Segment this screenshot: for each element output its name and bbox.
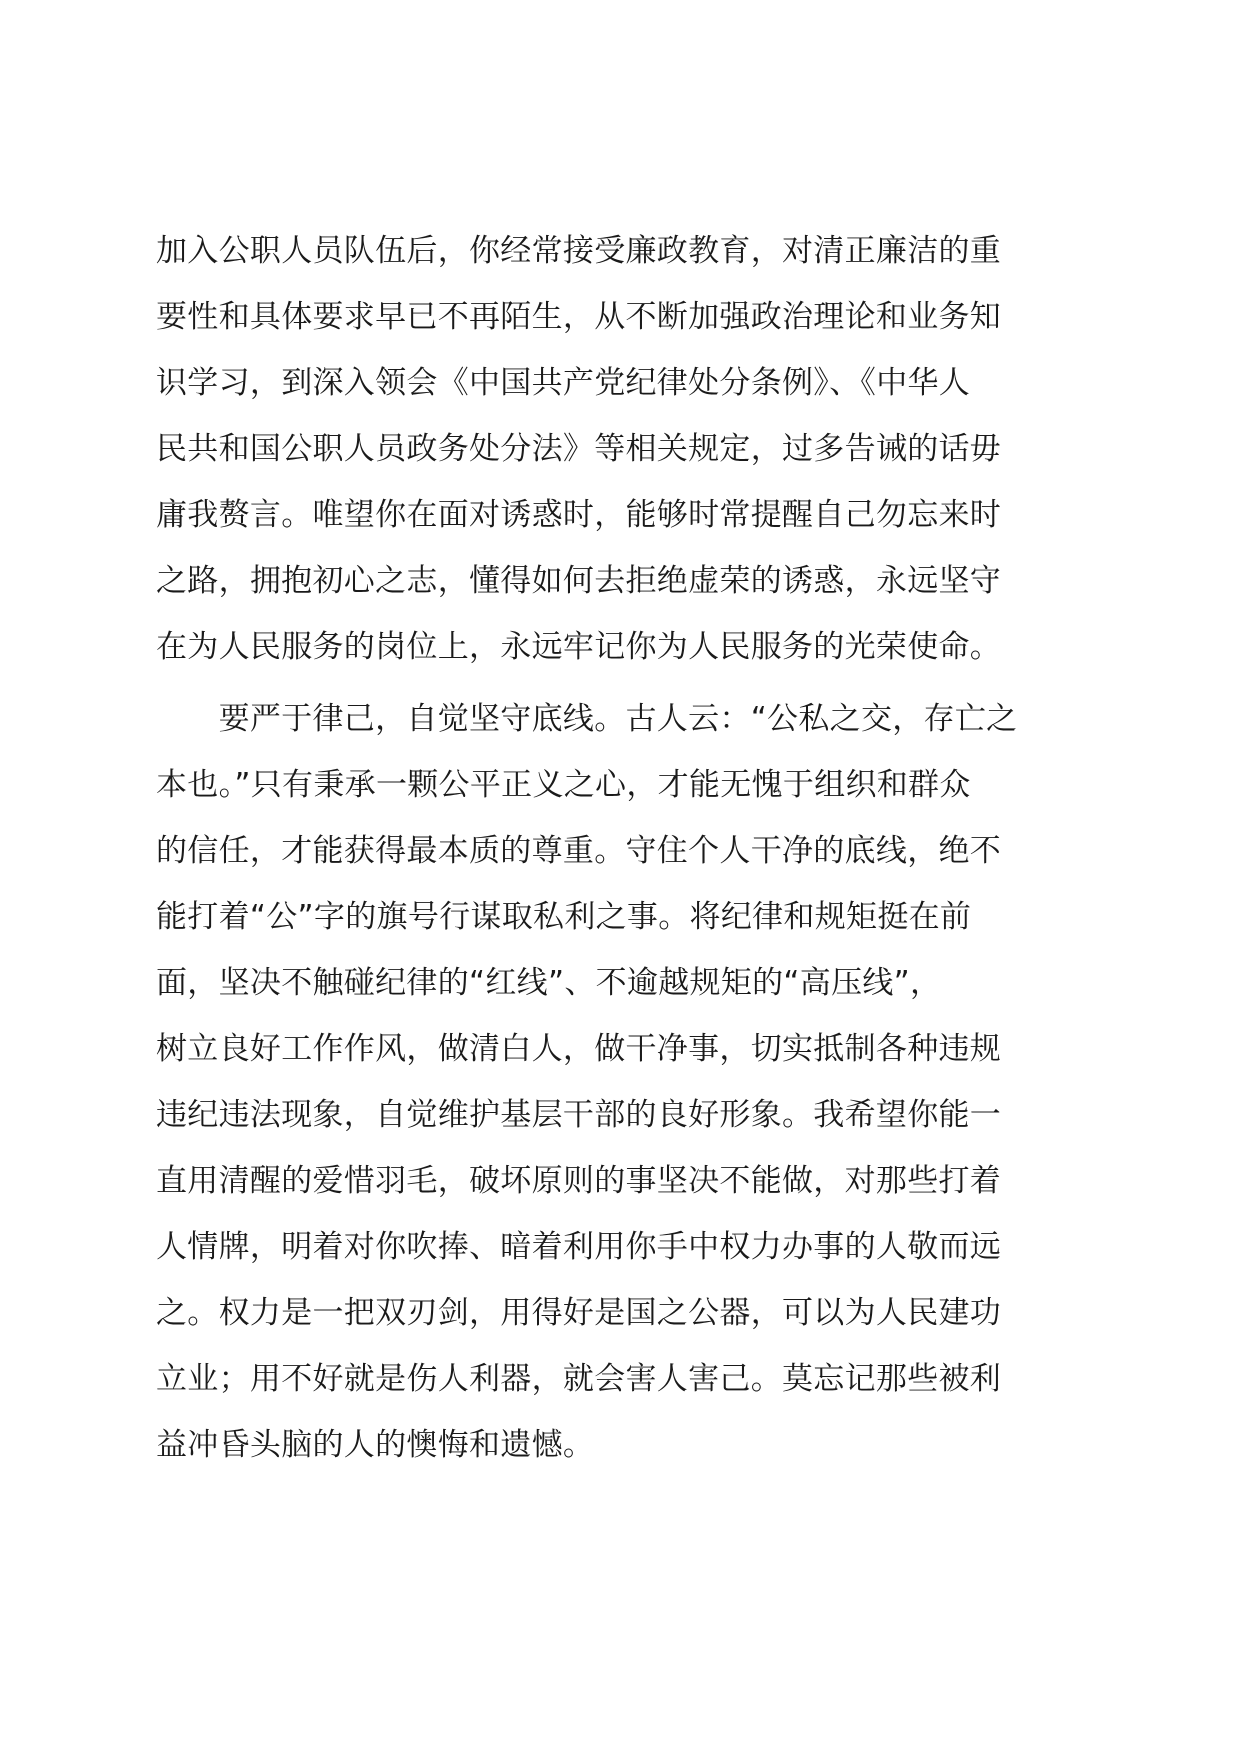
document-body	[156, 218, 1096, 1478]
paragraph-line: 立业；用不好就是伤人利器，就会害人害己。莫忘记那些被利	[156, 1361, 1002, 1397]
paragraph-line: 之。权力是一把双刃剑，用得好是国之公器，可以为人民建功	[156, 1295, 1002, 1331]
paragraph-2	[156, 686, 1096, 1478]
paragraph-1	[156, 218, 1096, 680]
paragraph-line: 本也。”只有秉承一颗公平正义之心，才能无愧于组织和群众	[156, 767, 971, 803]
paragraph-line: 民共和国公职人员政务处分法》等相关规定，过多告诫的话毋	[156, 431, 1002, 467]
paragraph-line: 直用清醒的爱惜羽毛，破坏原则的事坚决不能做，对那些打着	[156, 1163, 1002, 1199]
paragraph-line: 在为人民服务的岗位上，永远牢记你为人民服务的光荣使命。	[156, 629, 1002, 665]
paragraph-line: 识学习，到深入领会《中国共产党纪律处分条例》、《中华人	[156, 365, 971, 401]
paragraph-line: 益冲昏头脑的人的懊悔和遗憾。	[156, 1427, 595, 1463]
paragraph-line: 违纪违法现象，自觉维护基层干部的良好形象。我希望你能一	[156, 1097, 1002, 1133]
paragraph-line: 面，坚决不触碰纪律的“红线”、不逾越规矩的“高压线”，	[156, 965, 942, 1001]
paragraph-line: 树立良好工作作风，做清白人，做干净事，切实抵制各种违规	[156, 1031, 1002, 1067]
paragraph-line: 要性和具体要求早已不再陌生，从不断加强政治理论和业务知	[156, 299, 1002, 335]
paragraph-line: 庸我赘言。唯望你在面对诱惑时，能够时常提醒自己勿忘来时	[156, 497, 1002, 533]
paragraph-line: 的信任，才能获得最本质的尊重。守住个人干净的底线，绝不	[156, 833, 1002, 869]
paragraph-line: 人情牌，明着对你吹捧、暗着利用你手中权力办事的人敬而远	[156, 1229, 1002, 1265]
paragraph-line: 之路，拥抱初心之志，懂得如何去拒绝虚荣的诱惑，永远坚守	[156, 563, 1002, 599]
paragraph-line: 要严于律己，自觉坚守底线。古人云：“公私之交，存亡之	[156, 701, 1018, 737]
paragraph-line: 能打着“公”字的旗号行谋取私利之事。将纪律和规矩挺在前	[156, 899, 972, 935]
paragraph-line: 加入公职人员队伍后，你经常接受廉政教育，对清正廉洁的重	[156, 233, 1002, 269]
